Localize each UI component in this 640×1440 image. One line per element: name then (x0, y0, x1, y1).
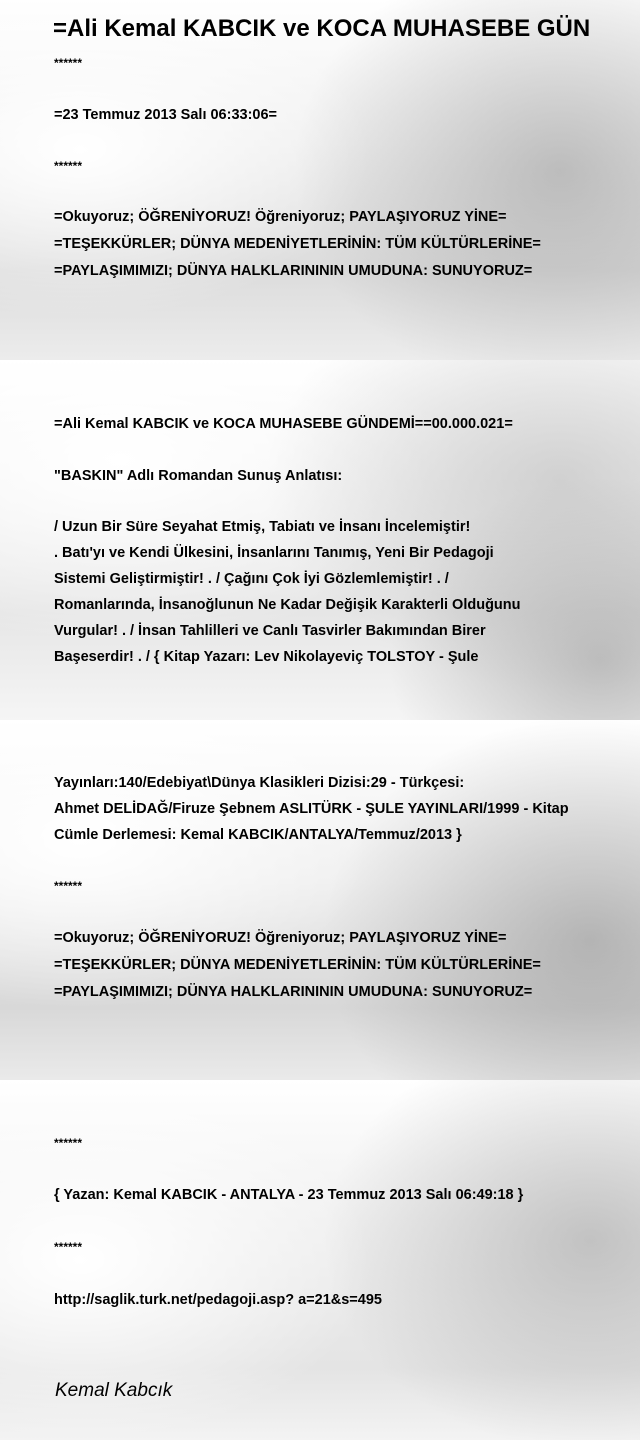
motto-line-1: =Okuyoruz; ÖĞRENİYORUZ! Öğreniyoruz; PAYLAŞIYORUZ YİNE= (54, 930, 507, 946)
separator-stars: ****** (54, 159, 83, 173)
separator-stars: ****** (54, 879, 83, 893)
motto-line-3: =PAYLAŞIMIMIZI; DÜNYA HALKLARINININ UMUDUNA: SUNUYORUZ= (54, 263, 533, 279)
separator-stars: ****** (54, 1240, 83, 1254)
section-heading: =Ali Kemal KABCIK ve KOCA MUHASEBE GÜNDEMİ==00.000.021= (54, 416, 513, 432)
motto-line-1: =Okuyoruz; ÖĞRENİYORUZ! Öğreniyoruz; PAYLAŞIYORUZ YİNE= (54, 209, 507, 225)
author-line: { Yazan: Kemal KABCIK - ANTALYA - 23 Temmuz 2013 Salı 06:49:18 } (54, 1187, 524, 1203)
panel-3 (0, 720, 640, 1080)
body-line: Başeserdir! . / { Kitap Yazarı: Lev Nikolayeviç TOLSTOY - Şule (54, 649, 479, 665)
body-line: . Batı'yı ve Kendi Ülkesini, İnsanlarını Tanımış, Yeni Bir Pedagoji (54, 545, 494, 561)
body-line: Romanlarında, İnsanoğlunun Ne Kadar Değişik Karakterli Olduğunu (54, 597, 521, 613)
page-title: =Ali Kemal KABCIK ve KOCA MUHASEBE GÜN (53, 15, 591, 42)
body-line: Sistemi Geliştirmiştir! . / Çağını Çok İyi Gözlemlemiştir! . / (54, 571, 449, 587)
date-line: =23 Temmuz 2013 Salı 06:33:06= (54, 107, 278, 123)
panel-4 (0, 1080, 640, 1440)
source-url: http://saglik.turk.net/pedagoji.asp? a=21&s=495 (54, 1292, 382, 1308)
section-subheading: "BASKIN" Adlı Romandan Sunuş Anlatısı: (54, 468, 343, 484)
body-line: Cümle Derlemesi: Kemal KABCIK/ANTALYA/Temmuz/2013 } (54, 827, 462, 843)
author-signature: Kemal Kabcık (55, 1380, 173, 1401)
body-line: Yayınları:140/Edebiyat\Dünya Klasikleri Dizisi:29 - Türkçesi: (54, 775, 465, 791)
motto-line-2: =TEŞEKKÜRLER; DÜNYA MEDENİYETLERİNİN: TÜM KÜLTÜRLERİNE= (54, 957, 541, 973)
separator-stars: ****** (54, 56, 83, 70)
panel-2 (0, 360, 640, 720)
motto-line-2: =TEŞEKKÜRLER; DÜNYA MEDENİYETLERİNİN: TÜM KÜLTÜRLERİNE= (54, 236, 541, 252)
body-line: Ahmet DELİDAĞ/Firuze Şebnem ASLITÜRK - ŞULE YAYINLARI/1999 - Kitap (54, 801, 569, 817)
panel-1 (0, 0, 640, 360)
body-line: Vurgular! . / İnsan Tahlilleri ve Canlı Tasvirler Bakımından Birer (54, 623, 486, 639)
body-line: / Uzun Bir Süre Seyahat Etmiş, Tabiatı ve İnsanı İncelemiştir! (54, 519, 471, 535)
separator-stars: ****** (54, 1136, 83, 1150)
motto-line-3: =PAYLAŞIMIMIZI; DÜNYA HALKLARINININ UMUDUNA: SUNUYORUZ= (54, 984, 533, 1000)
